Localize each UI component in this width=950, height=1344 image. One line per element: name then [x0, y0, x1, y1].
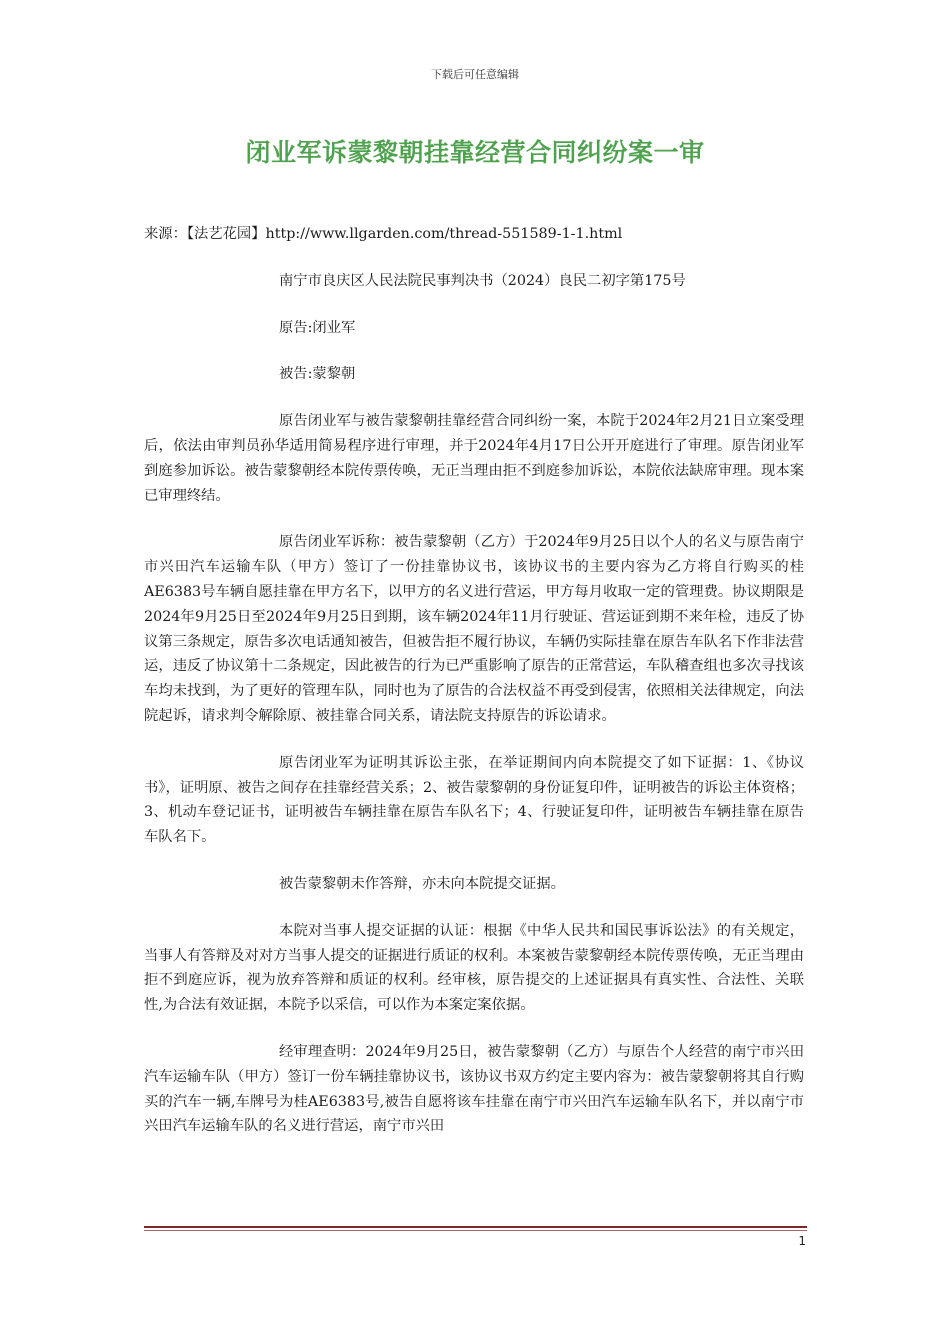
source-line	[144, 222, 804, 247]
paragraph-defendant-no-reply: 被告蒙黎朝未作答辩，亦未向本院提交证据。	[279, 875, 565, 892]
source-url[interactable]: http://www.llgarden.com/thread-551589-1-1.html	[265, 226, 623, 242]
document-body	[144, 222, 804, 1161]
paragraph-evidence-review: 本院对当事人提交证据的认证：根据《中华人民共和国民事诉讼法》的有关规定，当事人有答辩及对对方当事人提交的证据进行质证的权利。本案被告蒙黎朝经本院传票传唤，无正当理由拒不到庭应诉，视为放弃答辩和质证的权利。经审核，原告提交的上述证据具有真实性、合法性、关联性,为合法有效证据，本院予以采信，可以作为本案定案依据。	[144, 922, 804, 1014]
defendant-line: 被告:蒙黎朝	[279, 366, 356, 383]
paragraph-case-intro: 原告闭业军与被告蒙黎朝挂靠经营合同纠纷一案，本院于2024年2月21日立案受理后，依法由审判员孙华适用简易程序进行审理，并于2024年4月17日公开开庭进行了审理。原告闭业军到庭参加诉讼。被告蒙黎朝经本院传票传唤，无正当理由拒不到庭参加诉讼，本院依法缺席审理。现本案已审理终结。	[144, 413, 804, 504]
footer-rule-thin	[144, 1230, 807, 1231]
page-number: 1	[798, 1234, 806, 1248]
paragraph-evidence: 原告闭业军为证明其诉讼主张，在举证期间内向本院提交了如下证据：1、《协议书》，证明原、被告之间存在挂靠经营关系；2、被告蒙黎朝的身份证复印件，证明被告的诉讼主体资格；3、机动车登记证书，证明被告车辆挂靠在原告车队名下；4、行驶证复印件，证明被告车辆挂靠在原告车队名下。	[144, 754, 804, 846]
header-note: 下载后可任意编辑	[431, 68, 519, 81]
source-label: 来源：【法艺花园】	[144, 226, 266, 242]
plaintiff-line: 原告:闭业军	[279, 319, 356, 336]
judgment-number: 南宁市良庆区人民法院民事判决书（2024）良民二初字第175号	[279, 272, 686, 289]
paragraph-plaintiff-claim: 原告闭业军诉称：被告蒙黎朝（乙方）于2024年9月25日以个人的名义与原告南宁市兴田汽车运输车队（甲方）签订了一份挂靠协议书，该协议书的主要内容为乙方将自行购买的桂AE6383号车辆自愿挂靠在甲方名下，以甲方的名义进行营运，甲方每月收取一定的管理费。协议期限是2024年9月25日至2024年9月25日到期，该车辆2024年11月行驶证、营运证到期不来年检，违反了协议第三条规定，原告多次电话通知被告，但被告拒不履行协议，车辆仍实际挂靠在原告车队名下作非法营运，违反了协议第十二条规定，因此被告的行为已严重影响了原告的正常营运，车队稽查组也多次寻找该车均未找到，为了更好的管理车队，同时也为了原告的合法权益不再受到侵害，依照相关法律规定，向法院起诉，请求判令解除原、被挂靠合同关系，请法院支持原告的诉讼请求。	[144, 534, 804, 724]
footer-rule	[144, 1226, 807, 1228]
document-title: 闭业军诉蒙黎朝挂靠经营合同纠纷案一审	[245, 138, 705, 167]
paragraph-findings: 经审理查明：2024年9月25日，被告蒙黎朝（乙方）与原告个人经营的南宁市兴田汽车运输车队（甲方）签订一份车辆挂靠协议书，该协议书双方约定主要内容为：被告蒙黎朝将其自行购买的汽车一辆,车牌号为桂AE6383号,被告自愿将该车挂靠在南宁市兴田汽车运输车队名下，并以南宁市兴田汽车运输车队的名义进行营运，南宁市兴田	[144, 1043, 804, 1135]
